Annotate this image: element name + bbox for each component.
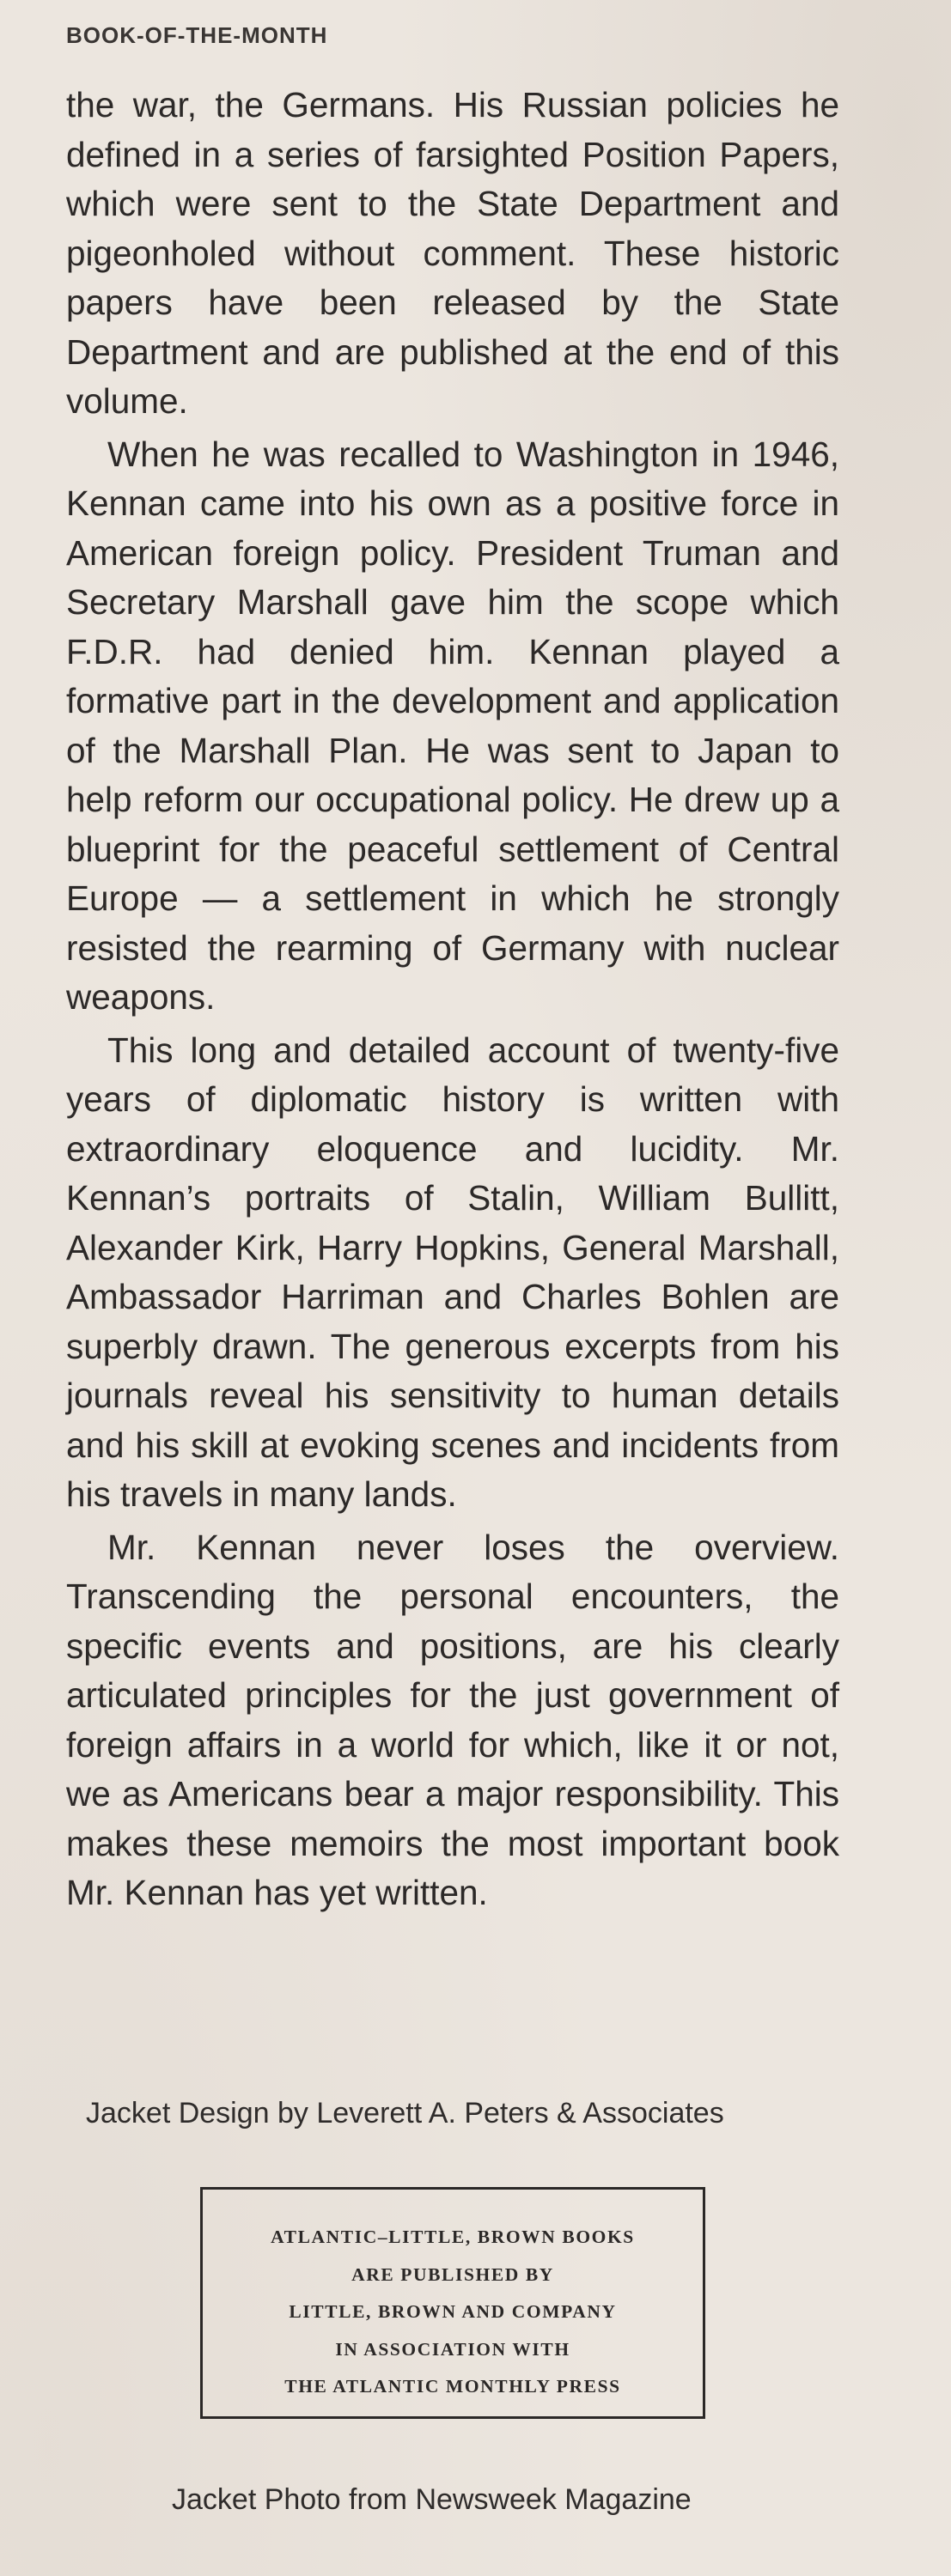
jacket-design-credit: Jacket Design by Leverett A. Peters & Associates	[86, 2097, 724, 2129]
page-header: BOOK-OF-THE-MONTH	[66, 22, 328, 48]
paragraph-2: When he was recalled to Washington in 1946, Kennan came into his own as a positive force in American foreign policy. President Truman and Secretary Marshall gave him the scope which F.D.R. had denied him. Kennan played a formative part in the development and application of the Marshall Plan. He was sent to Japan to help reform our occupational policy. He drew up a blueprint for the peaceful settlement of Central Europe — a settlement in which he strongly resisted the rearming of Germany with nuclear weapons.	[66, 434, 839, 1017]
paragraph-1: the war, the Germans. His Russian policies he defined in a series of farsighted Position Papers, which were sent to the State Department and pigeonholed without comment. These historic papers have been released by the State Department and are published at the end of this volume.	[66, 85, 839, 421]
publisher-line-1: ATLANTIC–LITTLE, BROWN BOOKS	[271, 2227, 635, 2247]
paragraph-4: Mr. Kennan never loses the overview. Transcending the personal encounters, the specific events and positions, are his clearly articulated principles for the just government of foreign affairs in a world for which, like it or not, we as Americans bear a major responsibility. This makes these memoirs the most important book Mr. Kennan has yet written.	[66, 1527, 839, 1912]
publisher-line-2: ARE PUBLISHED BY	[351, 2263, 554, 2285]
publisher-box	[200, 2187, 705, 2419]
paragraph-3: This long and detailed account of twenty-five years of diplomatic history is written with extraordinary eloquence and lucidity. Mr. Kennan’s portraits of Stalin, William Bullitt, Alexander Kirk, Harry Hopkins, General Marshall, Ambassador Harriman and Charles Bohlen are superbly drawn. The generous excerpts from his journals reveal his sensitivity to human details and his skill at evoking scenes and incidents from his travels in many lands.	[66, 1030, 839, 1514]
publisher-line-4: IN ASSOCIATION WITH	[335, 2338, 570, 2360]
jacket-photo-credit: Jacket Photo from Newsweek Magazine	[172, 2483, 692, 2516]
publisher-line-5: THE ATLANTIC MONTHLY PRESS	[284, 2376, 621, 2397]
publisher-line-3: LITTLE, BROWN AND COMPANY	[289, 2301, 617, 2322]
description-body	[66, 81, 839, 1922]
